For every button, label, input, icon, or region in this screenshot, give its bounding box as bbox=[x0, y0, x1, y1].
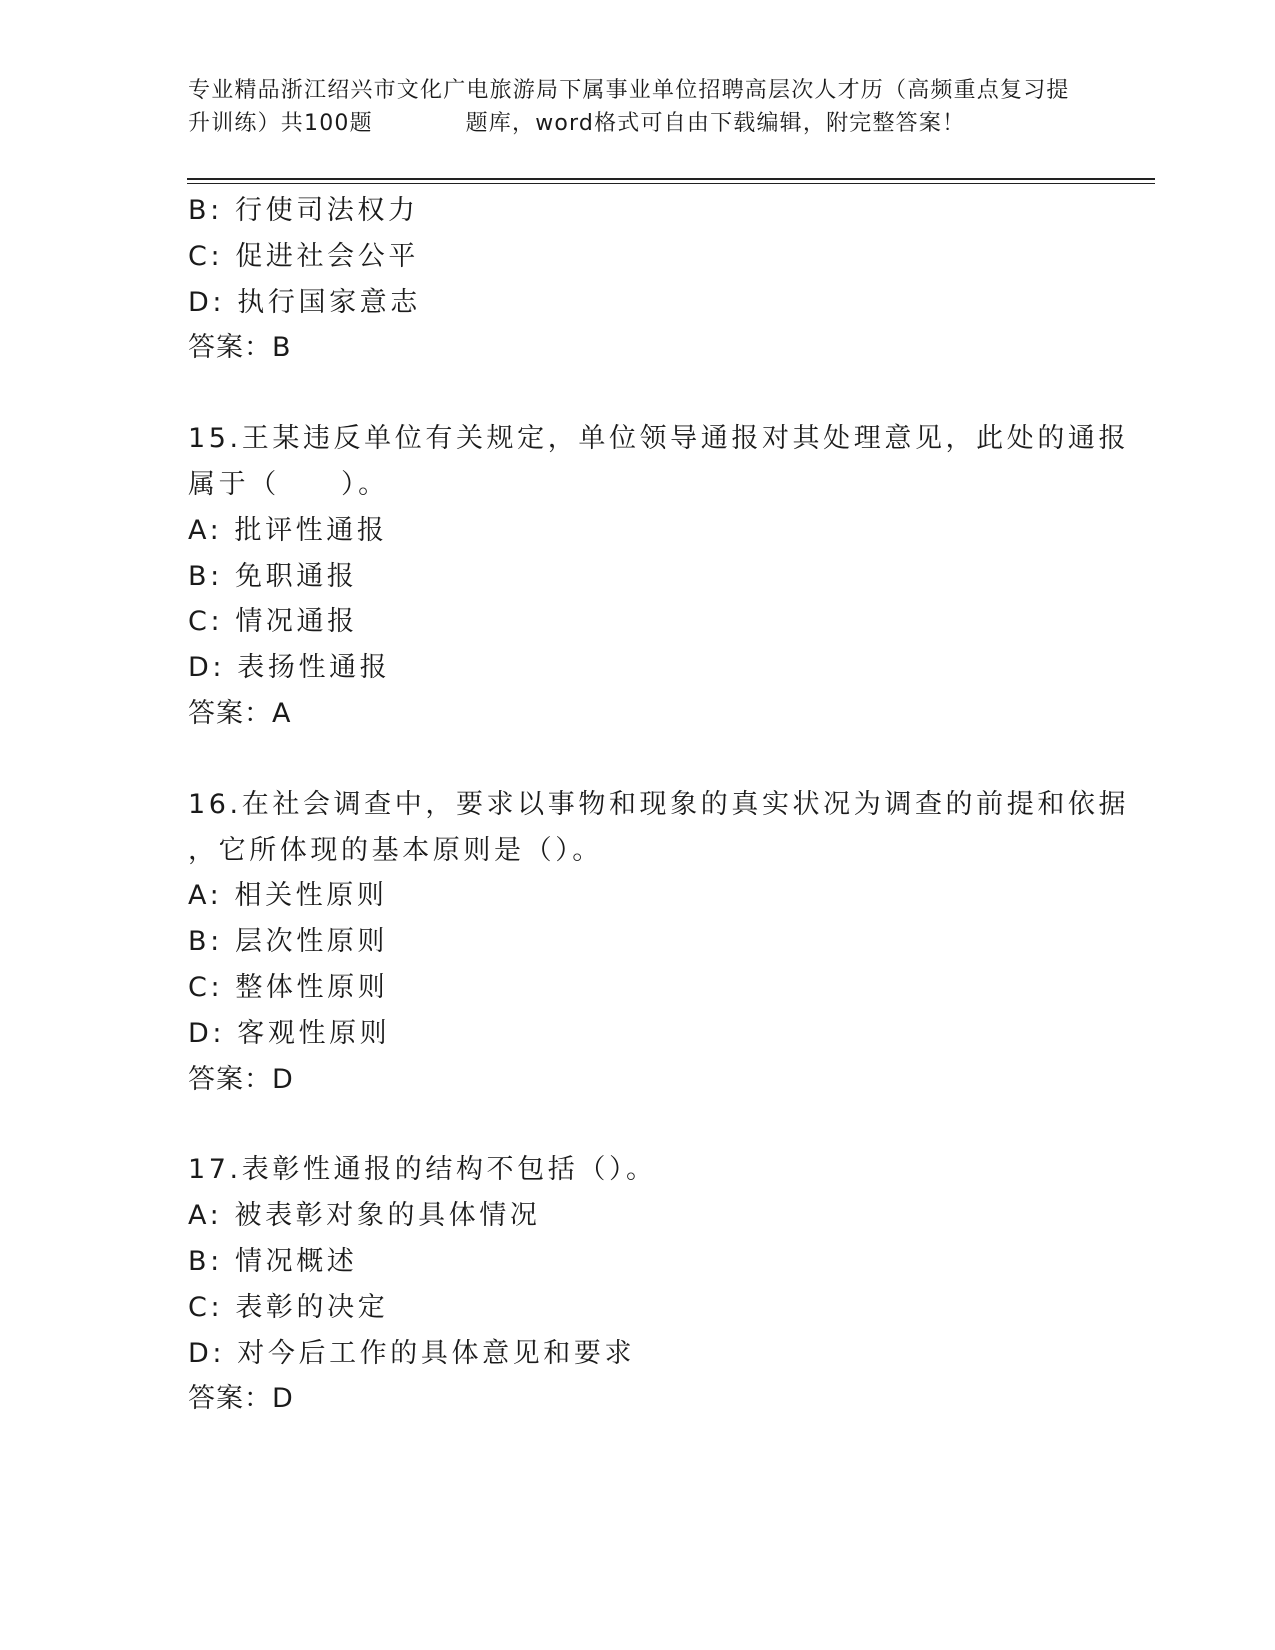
header-divider-thick bbox=[187, 178, 1155, 180]
option-c: C: 表彰的决定 bbox=[188, 1291, 389, 1323]
option-a: A: 批评性通报 bbox=[188, 514, 388, 546]
option-d: D: 执行国家意志 bbox=[188, 286, 421, 318]
option-a: A: 被表彰对象的具体情况 bbox=[188, 1200, 541, 1232]
question-15 bbox=[188, 416, 1130, 737]
question-stem-line: ，它所体现的基本原则是（）。 bbox=[188, 834, 603, 866]
option-a: A: 相关性原则 bbox=[188, 880, 388, 912]
option-d: D: 表扬性通报 bbox=[188, 652, 391, 684]
spacer bbox=[188, 1102, 1088, 1147]
option-d: D: 对今后工作的具体意见和要求 bbox=[188, 1337, 636, 1369]
spacer bbox=[188, 371, 1088, 416]
option-c: C: 整体性原则 bbox=[188, 971, 389, 1003]
spacer bbox=[188, 737, 1088, 782]
option-b: B: 情况概述 bbox=[188, 1245, 358, 1277]
question-stem-line: 属于（ ）。 bbox=[188, 468, 389, 500]
question-16 bbox=[188, 782, 1130, 1103]
answer-line: 答案：D bbox=[188, 1063, 294, 1095]
answer-line: 答案：B bbox=[188, 332, 292, 364]
option-b: B: 免职通报 bbox=[188, 560, 358, 592]
option-d: D: 客观性原则 bbox=[188, 1017, 391, 1049]
header-divider-thin bbox=[187, 183, 1155, 184]
question-content bbox=[188, 188, 1130, 1422]
option-c: C: 促进社会公平 bbox=[188, 240, 419, 272]
question-17 bbox=[188, 1147, 1088, 1422]
question-stem-line: 15.王某违反单位有关规定，单位领导通报对其处理意见，此处的通报 bbox=[188, 423, 1130, 455]
answer-line: 答案：A bbox=[188, 697, 292, 729]
option-b: B: 行使司法权力 bbox=[188, 195, 419, 226]
option-b: B: 层次性原则 bbox=[188, 926, 389, 958]
question-stem-line: 17.表彰性通报的结构不包括（）。 bbox=[188, 1154, 657, 1186]
question-14-continued bbox=[188, 188, 1088, 371]
option-c: C: 情况通报 bbox=[188, 606, 358, 638]
page-header-title: 专业精品浙江绍兴市文化广电旅游局下属事业单位招聘高层次人才历（高频重点复习提升训练）共100题 题库，word格式可自由下载编辑，附完整答案！ bbox=[188, 78, 1070, 136]
question-stem-line: 16.在社会调查中，要求以事物和现象的真实状况为调查的前提和依据 bbox=[188, 788, 1130, 820]
answer-line: 答案：D bbox=[188, 1383, 294, 1415]
